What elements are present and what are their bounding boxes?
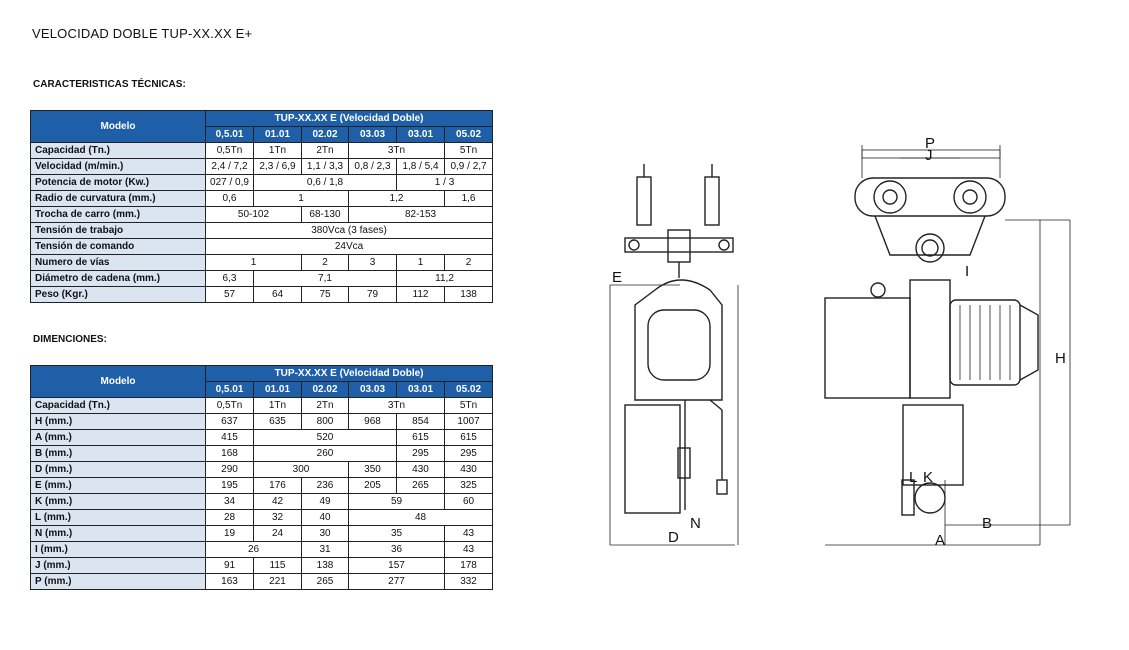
table-cell: 265 xyxy=(397,478,445,494)
table-row xyxy=(31,239,493,255)
section-caracteristicas-heading: CARACTERISTICAS TÉCNICAS: xyxy=(33,79,186,90)
table-cell: 2,4 / 7,2 xyxy=(206,159,254,175)
table-cell: 430 xyxy=(397,462,445,478)
table-cell: 325 xyxy=(445,478,493,494)
table-cell: 178 xyxy=(445,558,493,574)
table-cell: 40 xyxy=(302,510,349,526)
table-cell: 265 xyxy=(302,574,349,590)
row-label: Radio de curvatura (mm.) xyxy=(31,191,206,207)
row-label: H (mm.) xyxy=(31,414,206,430)
table-cell: 2Tn xyxy=(302,398,349,414)
row-label: Potencia de motor (Kw.) xyxy=(31,175,206,191)
row-label: Tensión de trabajo xyxy=(31,223,206,239)
table-cell: 11,2 xyxy=(397,271,493,287)
table-cell: 31 xyxy=(302,542,349,558)
table-cell: 75 xyxy=(302,287,349,303)
model-header-cell: 03.03 xyxy=(349,127,397,143)
table-cell: 380Vca (3 fases) xyxy=(206,223,493,239)
modelo-header: Modelo xyxy=(31,111,206,143)
model-header-cell: 01.01 xyxy=(254,127,302,143)
table-row xyxy=(31,526,493,542)
table-cell: 6,3 xyxy=(206,271,254,287)
right-trolley-frame xyxy=(855,178,1005,216)
row-label: Tensión de comando xyxy=(31,239,206,255)
model-header-cell: 02.02 xyxy=(302,127,349,143)
row-label: I (mm.) xyxy=(31,542,206,558)
right-trolley-wheel-right xyxy=(954,181,986,213)
table-cell: 50-102 xyxy=(206,207,302,223)
dim-label-d: D xyxy=(668,529,679,546)
table-cell: 635 xyxy=(254,414,302,430)
table-cell: 49 xyxy=(302,494,349,510)
model-header-cell: 05.02 xyxy=(445,127,493,143)
table-cell: 79 xyxy=(349,287,397,303)
table-cell: 168 xyxy=(206,446,254,462)
table-cell: 0,5Tn xyxy=(206,398,254,414)
left-trolley-plate-left xyxy=(637,177,651,225)
table-cell: 0,8 / 2,3 xyxy=(349,159,397,175)
model-header-cell: 01.01 xyxy=(254,382,302,398)
dim-label-h: H xyxy=(1055,350,1066,367)
table-row xyxy=(31,398,493,414)
dim-label-p: P xyxy=(925,135,936,152)
dim-label-k: K xyxy=(923,469,934,486)
model-header-cell: 0,5.01 xyxy=(206,127,254,143)
table-cell: 138 xyxy=(302,558,349,574)
dim-label-n: N xyxy=(690,515,701,532)
row-label: Trocha de carro (mm.) xyxy=(31,207,206,223)
table-cell: 0,9 / 2,7 xyxy=(445,159,493,175)
table-cell: 163 xyxy=(206,574,254,590)
model-header-cell: 05.02 xyxy=(445,382,493,398)
table-cell: 1 / 3 xyxy=(397,175,493,191)
row-label: J (mm.) xyxy=(31,558,206,574)
table-cell: 236 xyxy=(302,478,349,494)
row-label: K (mm.) xyxy=(31,494,206,510)
table-cell: 2 xyxy=(302,255,349,271)
table-cell: 3Tn xyxy=(349,143,445,159)
row-label: D (mm.) xyxy=(31,462,206,478)
table-cell: 59 xyxy=(349,494,445,510)
table-row xyxy=(31,574,493,590)
row-label: P (mm.) xyxy=(31,574,206,590)
table-cell: 1Tn xyxy=(254,143,302,159)
table-cell: 68-130 xyxy=(302,207,349,223)
page-title: VELOCIDAD DOBLE TUP-XX.XX E+ xyxy=(32,26,253,41)
table-cell: 0,6 xyxy=(206,191,254,207)
table-row xyxy=(31,223,493,239)
table-row xyxy=(31,207,493,223)
modelo-header: Modelo xyxy=(31,366,206,398)
dimensiones-table xyxy=(30,365,493,590)
table-cell: 3 xyxy=(349,255,397,271)
table-cell: 57 xyxy=(206,287,254,303)
model-header-cell: 03.03 xyxy=(349,382,397,398)
table-cell: 91 xyxy=(206,558,254,574)
table-row xyxy=(31,159,493,175)
table-row xyxy=(31,287,493,303)
table-row xyxy=(31,542,493,558)
table-row xyxy=(31,430,493,446)
dim-label-j: J xyxy=(925,147,933,164)
header-row xyxy=(31,366,493,382)
row-label: A (mm.) xyxy=(31,430,206,446)
table-row xyxy=(31,191,493,207)
group-header: TUP-XX.XX E (Velocidad Doble) xyxy=(206,366,493,382)
table-row xyxy=(31,494,493,510)
caracteristicas-table xyxy=(30,110,493,303)
table-cell: 26 xyxy=(206,542,302,558)
hoist-technical-drawing xyxy=(600,130,1080,560)
table-cell: 115 xyxy=(254,558,302,574)
table-cell: 205 xyxy=(349,478,397,494)
table-cell: 24Vca xyxy=(206,239,493,255)
dim-label-b: B xyxy=(982,515,993,532)
table-row xyxy=(31,271,493,287)
table-row xyxy=(31,510,493,526)
left-trolley-plate-right xyxy=(705,177,719,225)
table-cell: 36 xyxy=(349,542,445,558)
dim-label-l: L xyxy=(909,469,918,486)
table-cell: 1Tn xyxy=(254,398,302,414)
table-cell: 5Tn xyxy=(445,143,493,159)
table-cell: 2 xyxy=(445,255,493,271)
table-cell: 43 xyxy=(445,526,493,542)
header-row xyxy=(31,111,493,127)
table-cell: 48 xyxy=(349,510,493,526)
table-cell: 1 xyxy=(254,191,349,207)
table-row xyxy=(31,446,493,462)
table-cell: 260 xyxy=(254,446,397,462)
table-cell: 1,2 xyxy=(349,191,445,207)
table-cell: 30 xyxy=(302,526,349,542)
table-cell: 42 xyxy=(254,494,302,510)
table-cell: 221 xyxy=(254,574,302,590)
table-cell: 32 xyxy=(254,510,302,526)
table-cell: 1 xyxy=(397,255,445,271)
table-cell: 43 xyxy=(445,542,493,558)
table-cell: 2Tn xyxy=(302,143,349,159)
left-control-panel xyxy=(648,310,710,380)
table-row xyxy=(31,478,493,494)
table-cell: 34 xyxy=(206,494,254,510)
table-cell: 1007 xyxy=(445,414,493,430)
table-cell: 24 xyxy=(254,526,302,542)
table-cell: 277 xyxy=(349,574,445,590)
table-cell: 300 xyxy=(254,462,349,478)
row-label: Capacidad (Tn.) xyxy=(31,398,206,414)
row-label: Peso (Kgr.) xyxy=(31,287,206,303)
table-cell: 1 xyxy=(206,255,302,271)
table-cell: 60 xyxy=(445,494,493,510)
dim-label-a: A xyxy=(935,532,946,549)
table-cell: 195 xyxy=(206,478,254,494)
table-cell: 5Tn xyxy=(445,398,493,414)
right-motor-housing xyxy=(825,298,910,398)
table-cell: 027 / 0,9 xyxy=(206,175,254,191)
table-cell: 64 xyxy=(254,287,302,303)
row-label: Numero de vías xyxy=(31,255,206,271)
table-row xyxy=(31,414,493,430)
group-header: TUP-XX.XX E (Velocidad Doble) xyxy=(206,111,493,127)
table-cell: 637 xyxy=(206,414,254,430)
table-cell: 1,8 / 5,4 xyxy=(397,159,445,175)
table-row xyxy=(31,175,493,191)
table-cell: 157 xyxy=(349,558,445,574)
table-cell: 1,1 / 3,3 xyxy=(302,159,349,175)
table-cell: 19 xyxy=(206,526,254,542)
table-cell: 7,1 xyxy=(254,271,397,287)
table-row xyxy=(31,255,493,271)
dim-label-e: E xyxy=(612,269,623,286)
table-cell: 1,6 xyxy=(445,191,493,207)
table-cell: 350 xyxy=(349,462,397,478)
table-cell: 176 xyxy=(254,478,302,494)
table-cell: 3Tn xyxy=(349,398,445,414)
right-gear-cover xyxy=(950,300,1020,385)
model-header-cell: 02.02 xyxy=(302,382,349,398)
table-cell: 35 xyxy=(349,526,445,542)
right-trolley-wheel-left xyxy=(874,181,906,213)
table-cell: 854 xyxy=(397,414,445,430)
table-cell: 800 xyxy=(302,414,349,430)
table-cell: 295 xyxy=(445,446,493,462)
row-label: Velocidad (m/min.) xyxy=(31,159,206,175)
section-dimensiones-heading: DIMENCIONES: xyxy=(33,334,107,345)
table-cell: 2,3 / 6,9 xyxy=(254,159,302,175)
table-cell: 138 xyxy=(445,287,493,303)
table-cell: 332 xyxy=(445,574,493,590)
model-header-cell: 03.01 xyxy=(397,127,445,143)
row-label: N (mm.) xyxy=(31,526,206,542)
table-cell: 0,6 / 1,8 xyxy=(254,175,397,191)
table-cell: 520 xyxy=(254,430,397,446)
row-label: E (mm.) xyxy=(31,478,206,494)
model-header-cell: 03.01 xyxy=(397,382,445,398)
table-cell: 28 xyxy=(206,510,254,526)
table-cell: 968 xyxy=(349,414,397,430)
table-row xyxy=(31,558,493,574)
row-label: Diámetro de cadena (mm.) xyxy=(31,271,206,287)
table-cell: 112 xyxy=(397,287,445,303)
dim-label-i: I xyxy=(965,263,970,280)
table-cell: 415 xyxy=(206,430,254,446)
row-label: Capacidad (Tn.) xyxy=(31,143,206,159)
table-cell: 0,5Tn xyxy=(206,143,254,159)
table-row xyxy=(31,143,493,159)
table-cell: 82-153 xyxy=(349,207,493,223)
model-header-cell: 0,5.01 xyxy=(206,382,254,398)
table-cell: 615 xyxy=(397,430,445,446)
table-cell: 430 xyxy=(445,462,493,478)
table-cell: 295 xyxy=(397,446,445,462)
table-row xyxy=(31,462,493,478)
row-label: B (mm.) xyxy=(31,446,206,462)
table-cell: 615 xyxy=(445,430,493,446)
table-cell: 290 xyxy=(206,462,254,478)
row-label: L (mm.) xyxy=(31,510,206,526)
